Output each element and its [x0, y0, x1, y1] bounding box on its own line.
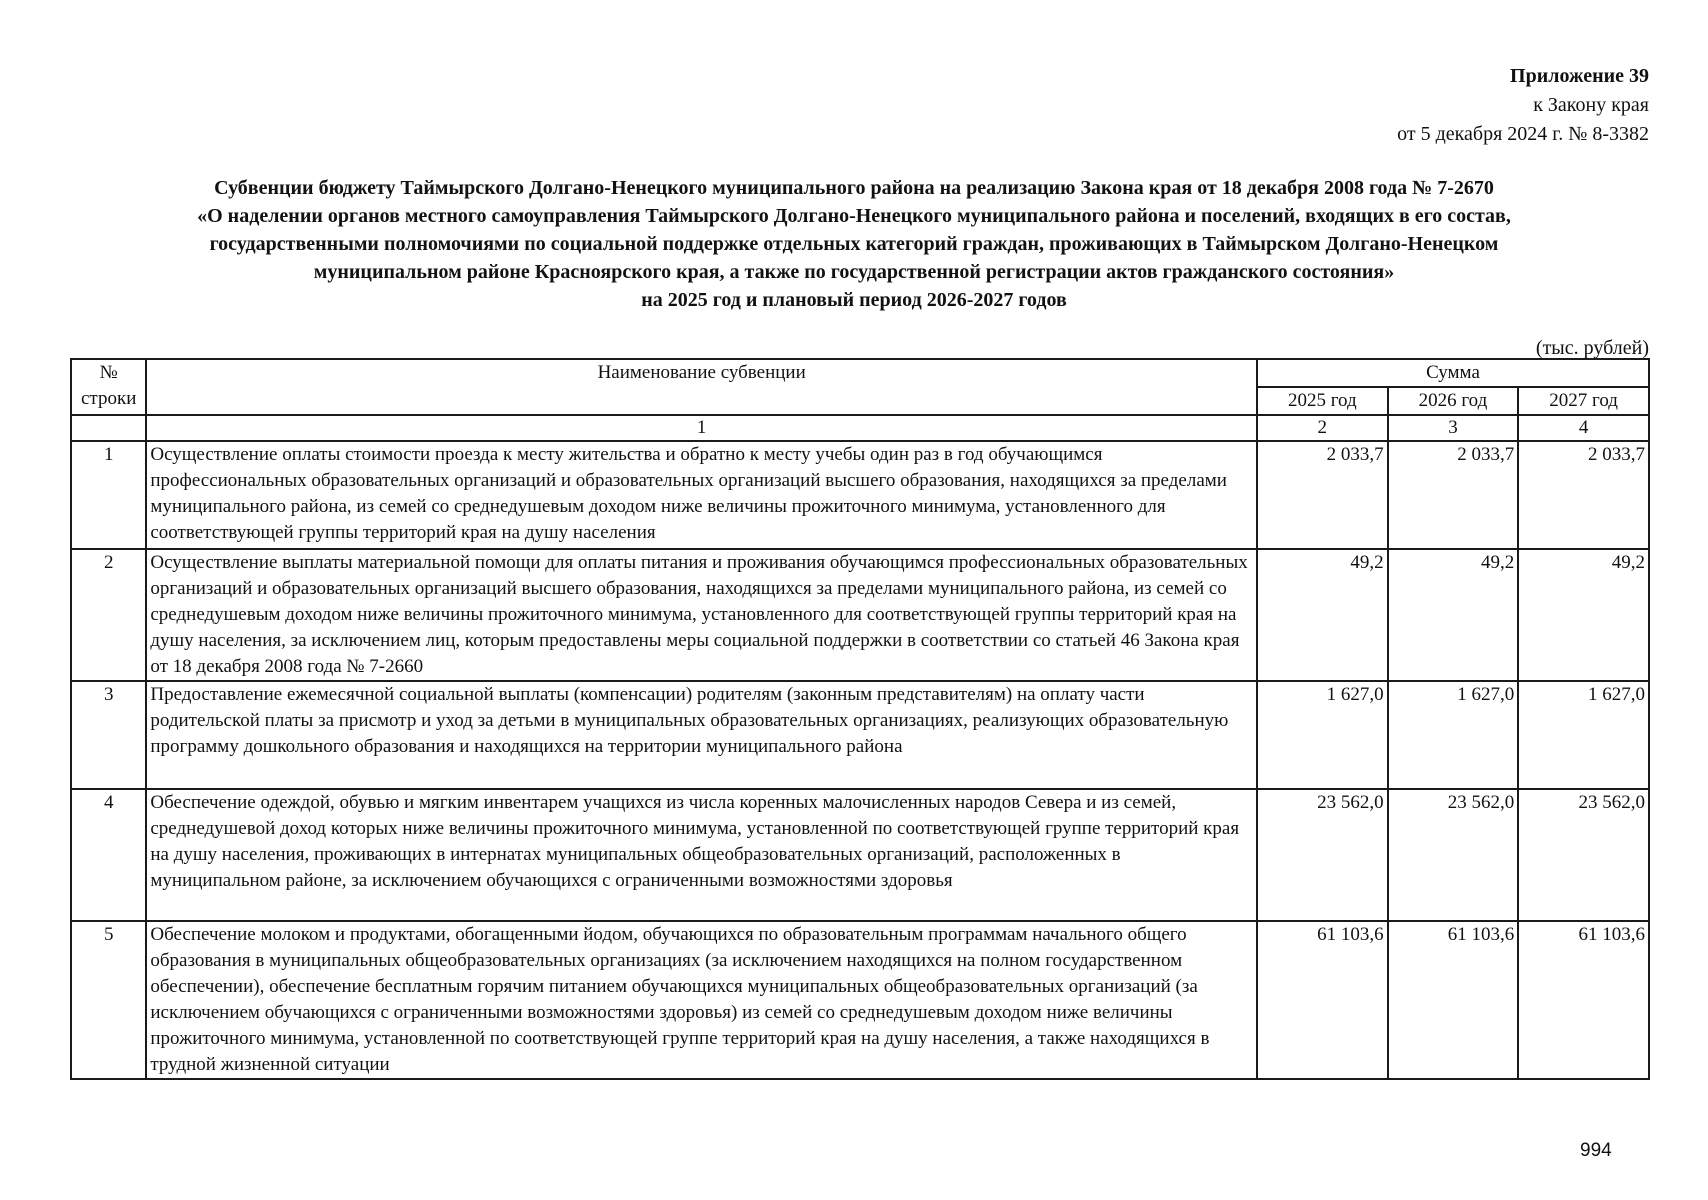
- page-number: 994: [1580, 1140, 1612, 1161]
- row-number: 4: [71, 789, 146, 921]
- subvention-name: Осуществление выплаты материальной помощи для оплаты питания и проживания обучающимся профессиональных образовательных организаций и образовательных организаций высшего образования, находящихся за пределами муниципального района, из семей со среднедушевым доходом ниже величины прожиточного минимума, установленного для соответствующей группы территорий края на душу населения, за исключением лиц, которым предоставлены меры социальной поддержки в соответствии со статьей 46 Закона края от 18 декабря 2008 года № 7-2660: [146, 549, 1257, 681]
- amount-2025: 1 627,0: [1257, 681, 1388, 789]
- amount-2025: 49,2: [1257, 549, 1388, 681]
- column-index-row: [71, 415, 1649, 441]
- amount-2025: 61 103,6: [1257, 921, 1388, 1079]
- amount-2027: 49,2: [1518, 549, 1649, 681]
- amount-2027: 61 103,6: [1518, 921, 1649, 1079]
- amount-2025: 23 562,0: [1257, 789, 1388, 921]
- subventions-table: [70, 358, 1650, 1080]
- subvention-name: Предоставление ежемесячной социальной выплаты (компенсации) родителям (законным представителям) на оплату части родительской платы за присмотр и уход за детьми в муниципальных образовательных организациях, реализующих образовательную программу дошкольного образования и находящихся на территории муниципального района: [146, 681, 1257, 789]
- row-number: 2: [71, 549, 146, 681]
- index-cell-empty: [71, 415, 146, 441]
- subvention-name: Осуществление оплаты стоимости проезда к месту жительства и обратно к месту учебы один раз в год обучающимся профессиональных образовательных организаций и образовательных организаций высшего образования, находящихся за пределами муниципального района, из семей со среднедушевым доходом ниже величины прожиточного минимума, установленного для соответствующей группы территорий края на душу населения: [146, 441, 1257, 549]
- title-line-1: Субвенции бюджету Таймырского Долгано-Ненецкого муниципального района на реализацию Закона края от 18 декабря 2008 года № 7-2670: [214, 177, 1494, 199]
- index-cell: 3: [1388, 415, 1519, 441]
- appendix-date: от 5 декабря 2024 г. № 8-3382: [1397, 123, 1649, 145]
- header-row-1: [71, 359, 1649, 387]
- table-row: [71, 549, 1649, 681]
- header-subvention-name: Наименование субвенции: [146, 359, 1257, 415]
- title-line-5: на 2025 год и плановый период 2026-2027 годов: [641, 289, 1067, 311]
- title-line-2: «О наделении органов местного самоуправления Таймырского Долгано-Ненецкого муниципального района и поселений, входящих в его состав,: [197, 205, 1511, 227]
- index-cell: 1: [146, 415, 1257, 441]
- header-row-number: [71, 359, 146, 415]
- header-year-2027: 2027 год: [1518, 387, 1649, 415]
- index-cell: 4: [1518, 415, 1649, 441]
- header-sum: Сумма: [1257, 359, 1649, 387]
- title-line-3: государственными полномочиями по социальной поддержке отдельных категорий граждан, проживающих в Таймырском Долгано-Ненецком: [209, 233, 1499, 255]
- table-row: [71, 441, 1649, 549]
- amount-2027: 23 562,0: [1518, 789, 1649, 921]
- subvention-name: Обеспечение молоком и продуктами, обогащенными йодом, обучающихся по образовательным программам начального общего образования в муниципальных общеобразовательных организациях (за исключением находящихся на полном государственном обеспечении), обеспечение бесплатным горячим питанием обучающихся муниципальных общеобразовательных организаций (за исключением обучающихся с ограниченными возможностями здоровья) из семей со среднедушевым доходом ниже величины прожиточного минимума, установленной по соответствующей группе территорий края на душу населения, а также находящихся в трудной жизненной ситуации: [146, 921, 1257, 1079]
- header-number-sign: №: [99, 362, 118, 383]
- amount-2027: 2 033,7: [1518, 441, 1649, 549]
- title-line-4: муниципальном районе Красноярского края, а также по государственной регистрации актов гражданского состояния»: [313, 261, 1395, 283]
- table-row: [71, 789, 1649, 921]
- subvention-name: Обеспечение одеждой, обувью и мягким инвентарем учащихся из числа коренных малочисленных народов Севера и из семей, среднедушевой доход которых ниже величины прожиточного минимума, установленной по соответствующей группе территорий края на душу населения, проживающих в интернатах муниципальных общеобразовательных организаций, расположенных в муниципальном районе, за исключением обучающихся с ограниченными возможностями здоровья: [146, 789, 1257, 921]
- amount-2026: 2 033,7: [1388, 441, 1519, 549]
- row-number: 3: [71, 681, 146, 789]
- row-number: 5: [71, 921, 146, 1079]
- amount-2025: 2 033,7: [1257, 441, 1388, 549]
- amount-2026: 23 562,0: [1388, 789, 1519, 921]
- amount-2026: 49,2: [1388, 549, 1519, 681]
- amount-2026: 61 103,6: [1388, 921, 1519, 1079]
- appendix-block: [1397, 62, 1649, 149]
- units-label: (тыс. рублей): [1535, 337, 1649, 359]
- appendix-law-ref: к Закону края: [1533, 94, 1649, 116]
- amount-2027: 1 627,0: [1518, 681, 1649, 789]
- header-year-2025: 2025 год: [1257, 387, 1388, 415]
- document-title: [60, 174, 1648, 314]
- header-year-2026: 2026 год: [1388, 387, 1519, 415]
- amount-2026: 1 627,0: [1388, 681, 1519, 789]
- appendix-number: Приложение 39: [1510, 65, 1649, 87]
- row-number: 1: [71, 441, 146, 549]
- index-cell: 2: [1257, 415, 1388, 441]
- table-row: [71, 681, 1649, 789]
- table-row: [71, 921, 1649, 1079]
- header-row-word: строки: [81, 388, 137, 409]
